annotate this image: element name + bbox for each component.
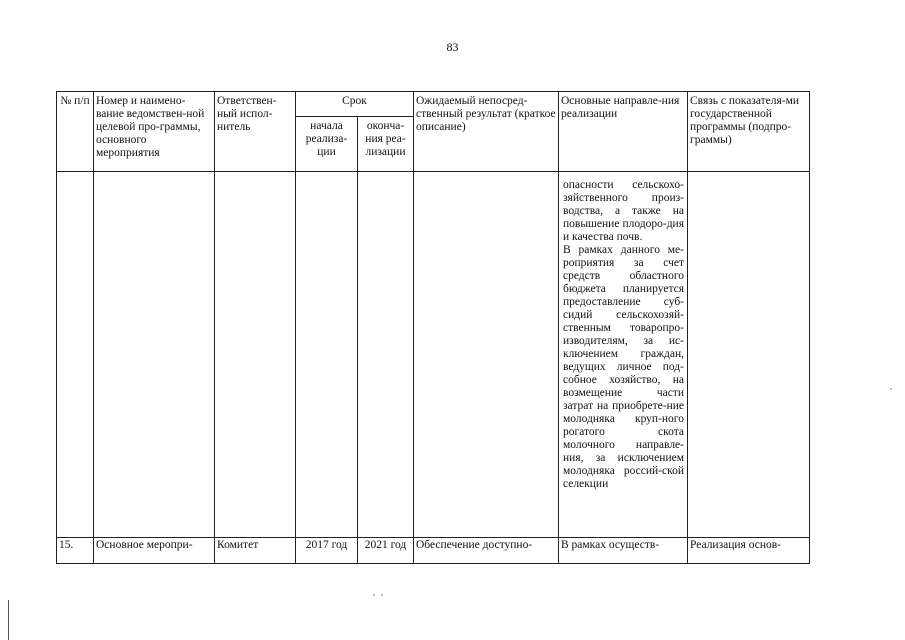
header-directions: Основные направле-ния реализации xyxy=(559,92,688,172)
table-row-15 xyxy=(57,538,810,564)
header-number: № п/п xyxy=(57,92,94,172)
header-executor: Ответствен-ный испол-нитель xyxy=(215,92,296,172)
directions-paragraph-1: опасности сельскохо-зяйственного произ-водства, а также на повышение плодоро-дия и качества почв. xyxy=(563,179,684,243)
table-row-continuation xyxy=(57,172,810,538)
cell-empty xyxy=(215,172,296,538)
header-indicator-link: Связь с показателя-ми государственной программы (подпро-граммы) xyxy=(688,92,810,172)
cell-empty xyxy=(57,172,94,538)
row15-executor: Комитет xyxy=(215,538,296,564)
row15-name: Основное меропри- xyxy=(94,538,215,564)
cell-empty xyxy=(688,172,810,538)
row15-end: 2021 год xyxy=(358,538,414,564)
cell-empty xyxy=(414,172,559,538)
row15-indicator-link: Реализация основ- xyxy=(688,538,810,564)
table-header-row xyxy=(57,92,810,117)
row15-result: Обеспечение доступно- xyxy=(414,538,559,564)
header-program-name: Номер и наимено-вание ведомствен-ной целевой про-граммы, основного мероприятия xyxy=(94,92,215,172)
cell-directions-continuation xyxy=(559,172,688,538)
header-term: Срок xyxy=(296,92,414,117)
scan-speck xyxy=(381,594,383,596)
header-expected-result: Ожидаемый непосред-ственный результат (краткое описание) xyxy=(414,92,559,172)
scan-margin-mark xyxy=(8,600,9,640)
scan-speck xyxy=(373,594,375,596)
cell-empty xyxy=(94,172,215,538)
row15-number: 15. xyxy=(57,538,94,564)
cell-empty xyxy=(296,172,358,538)
header-term-end: оконча-ния реа-лизации xyxy=(358,117,414,172)
scan-speck xyxy=(890,388,892,390)
row15-start: 2017 год xyxy=(296,538,358,564)
measures-table xyxy=(56,91,810,564)
directions-paragraph-2: В рамках данного ме-роприятия за счет средств областного бюджета планируется предоставление суб-сидий сельскохозяй-ственным товаропро-изводителям, за ис-ключением граждан, ведущих личное под-собное хозяйство, на возмещение части затрат на приобрете-ние молодняка круп-ного рогатого скота молочного направле-ния, за исключением молодняка россий-ской селекции xyxy=(563,244,684,490)
header-term-start: начала реализа-ции xyxy=(296,117,358,172)
cell-empty xyxy=(358,172,414,538)
row15-directions: В рамках осуществ- xyxy=(559,538,688,564)
page-number: 83 xyxy=(446,40,459,54)
